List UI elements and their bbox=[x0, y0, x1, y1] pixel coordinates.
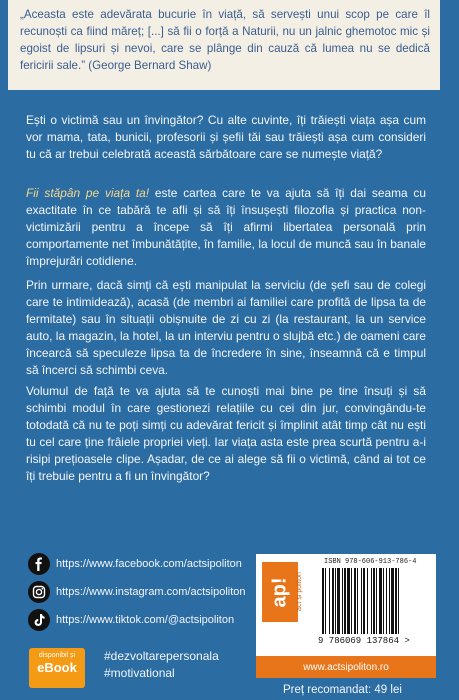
paragraph-2 bbox=[26, 185, 426, 270]
publisher-website[interactable]: www.actsipoliton.ro bbox=[256, 656, 436, 678]
facebook-url[interactable]: https://www.facebook.com/actsipoliton bbox=[56, 558, 242, 570]
tiktok-url[interactable]: https://www.tiktok.com/@actsipoliton bbox=[56, 614, 235, 626]
hashtag-2: #motivational bbox=[104, 666, 175, 680]
ebook-line1: disponibil și bbox=[38, 652, 76, 659]
tiktok-icon bbox=[28, 609, 50, 631]
publisher-logo bbox=[262, 562, 298, 622]
isbn-text: ISBN 978-606-913-786-4 bbox=[324, 558, 417, 566]
facebook-icon bbox=[28, 553, 50, 575]
social-tiktok[interactable] bbox=[28, 608, 234, 632]
publisher-name: act și politon bbox=[295, 572, 303, 611]
social-instagram[interactable] bbox=[28, 580, 246, 604]
barcode-icon bbox=[320, 568, 430, 636]
instagram-icon bbox=[28, 581, 50, 603]
instagram-url[interactable]: https://www.instagram.com/actsipoliton bbox=[56, 586, 246, 598]
paragraph-3: Prin urmare, dacă simți că ești manipulat la serviciu (de șefi sau de colegi care te intimidează), acasă (de membri ai familiei care profită de lipsa ta de fermitate) sau în situații obișnuite de zi cu zi (la restaurant, la un service auto, la magazin, la hotel, la un interviu pentru o slujbă etc.) de oameni care încearcă să speculeze lipsa ta de încredere în sine, înseamnă că e timpul să încerci să schimbi ceva. bbox=[26, 278, 426, 377]
hashtags bbox=[104, 648, 219, 682]
paragraph-4: Volumul de față te va ajuta să te cunoști mai bine pe tine însuți și să schimbi modul în care gestionezi relațiile cu cei din jur, convingându-te totodată că nu te poți simți cu adevărat fericit și împlinit atât timp cât nu ești tu cel care ține frâiele propriei vieți. Iar viața asta este prea scurtă pentru a-i risipi prețioasele clipe. Așadar, de ce ai alege să fii o victimă, când ai tot ce îți trebuie pentru a fi un învingător? bbox=[26, 384, 426, 483]
logo-text: ap! bbox=[268, 577, 291, 607]
paragraph-1: Ești o victimă sau un învingător? Cu alte cuvinte, îți trăiești viața așa cum vor mama, tata, bunicii, profesorii și șefii tăi sau trăiești așa cum consideri tu că ar trebui celebrată această sărbătoare care se numește viață? bbox=[26, 113, 426, 161]
paragraph-2-rest: este cartea care te va ajuta să îți dai seama cu exactitate în ce tabără te afli și să îți însușești filozofia și practica non-victimizării pentru a începe să îți afirmi libertatea personală prin comportamente net îmbunătățite, în familie, la locul de muncă sau în banale împrejurări cotidiene. bbox=[26, 186, 426, 268]
social-facebook[interactable] bbox=[28, 552, 242, 576]
recommended-price: Preț recomandat: 49 lei bbox=[283, 684, 402, 696]
book-title-inline: Fii stăpân pe viața ta! bbox=[26, 186, 150, 200]
quote-box bbox=[8, 0, 440, 90]
ebook-badge bbox=[29, 648, 85, 688]
hashtag-1: #dezvoltarepersonala bbox=[104, 649, 219, 663]
barcode-digits: 9 786069 137864 > bbox=[318, 636, 410, 646]
barcode-box bbox=[256, 554, 436, 678]
ebook-line2: eBook bbox=[37, 660, 77, 675]
quote-text: „Aceasta este adevărata bucurie în viață, să servești unui scop pe care îl recunoști ca fiind măreț; [...] să fii o forță a Naturii, nu un jalnic ghemotoc mic și egoist de lipsuri și nevoi, care se plânge din cauză că lumea nu se dedică fericirii sale.” (George Bernard Shaw) bbox=[20, 8, 430, 72]
